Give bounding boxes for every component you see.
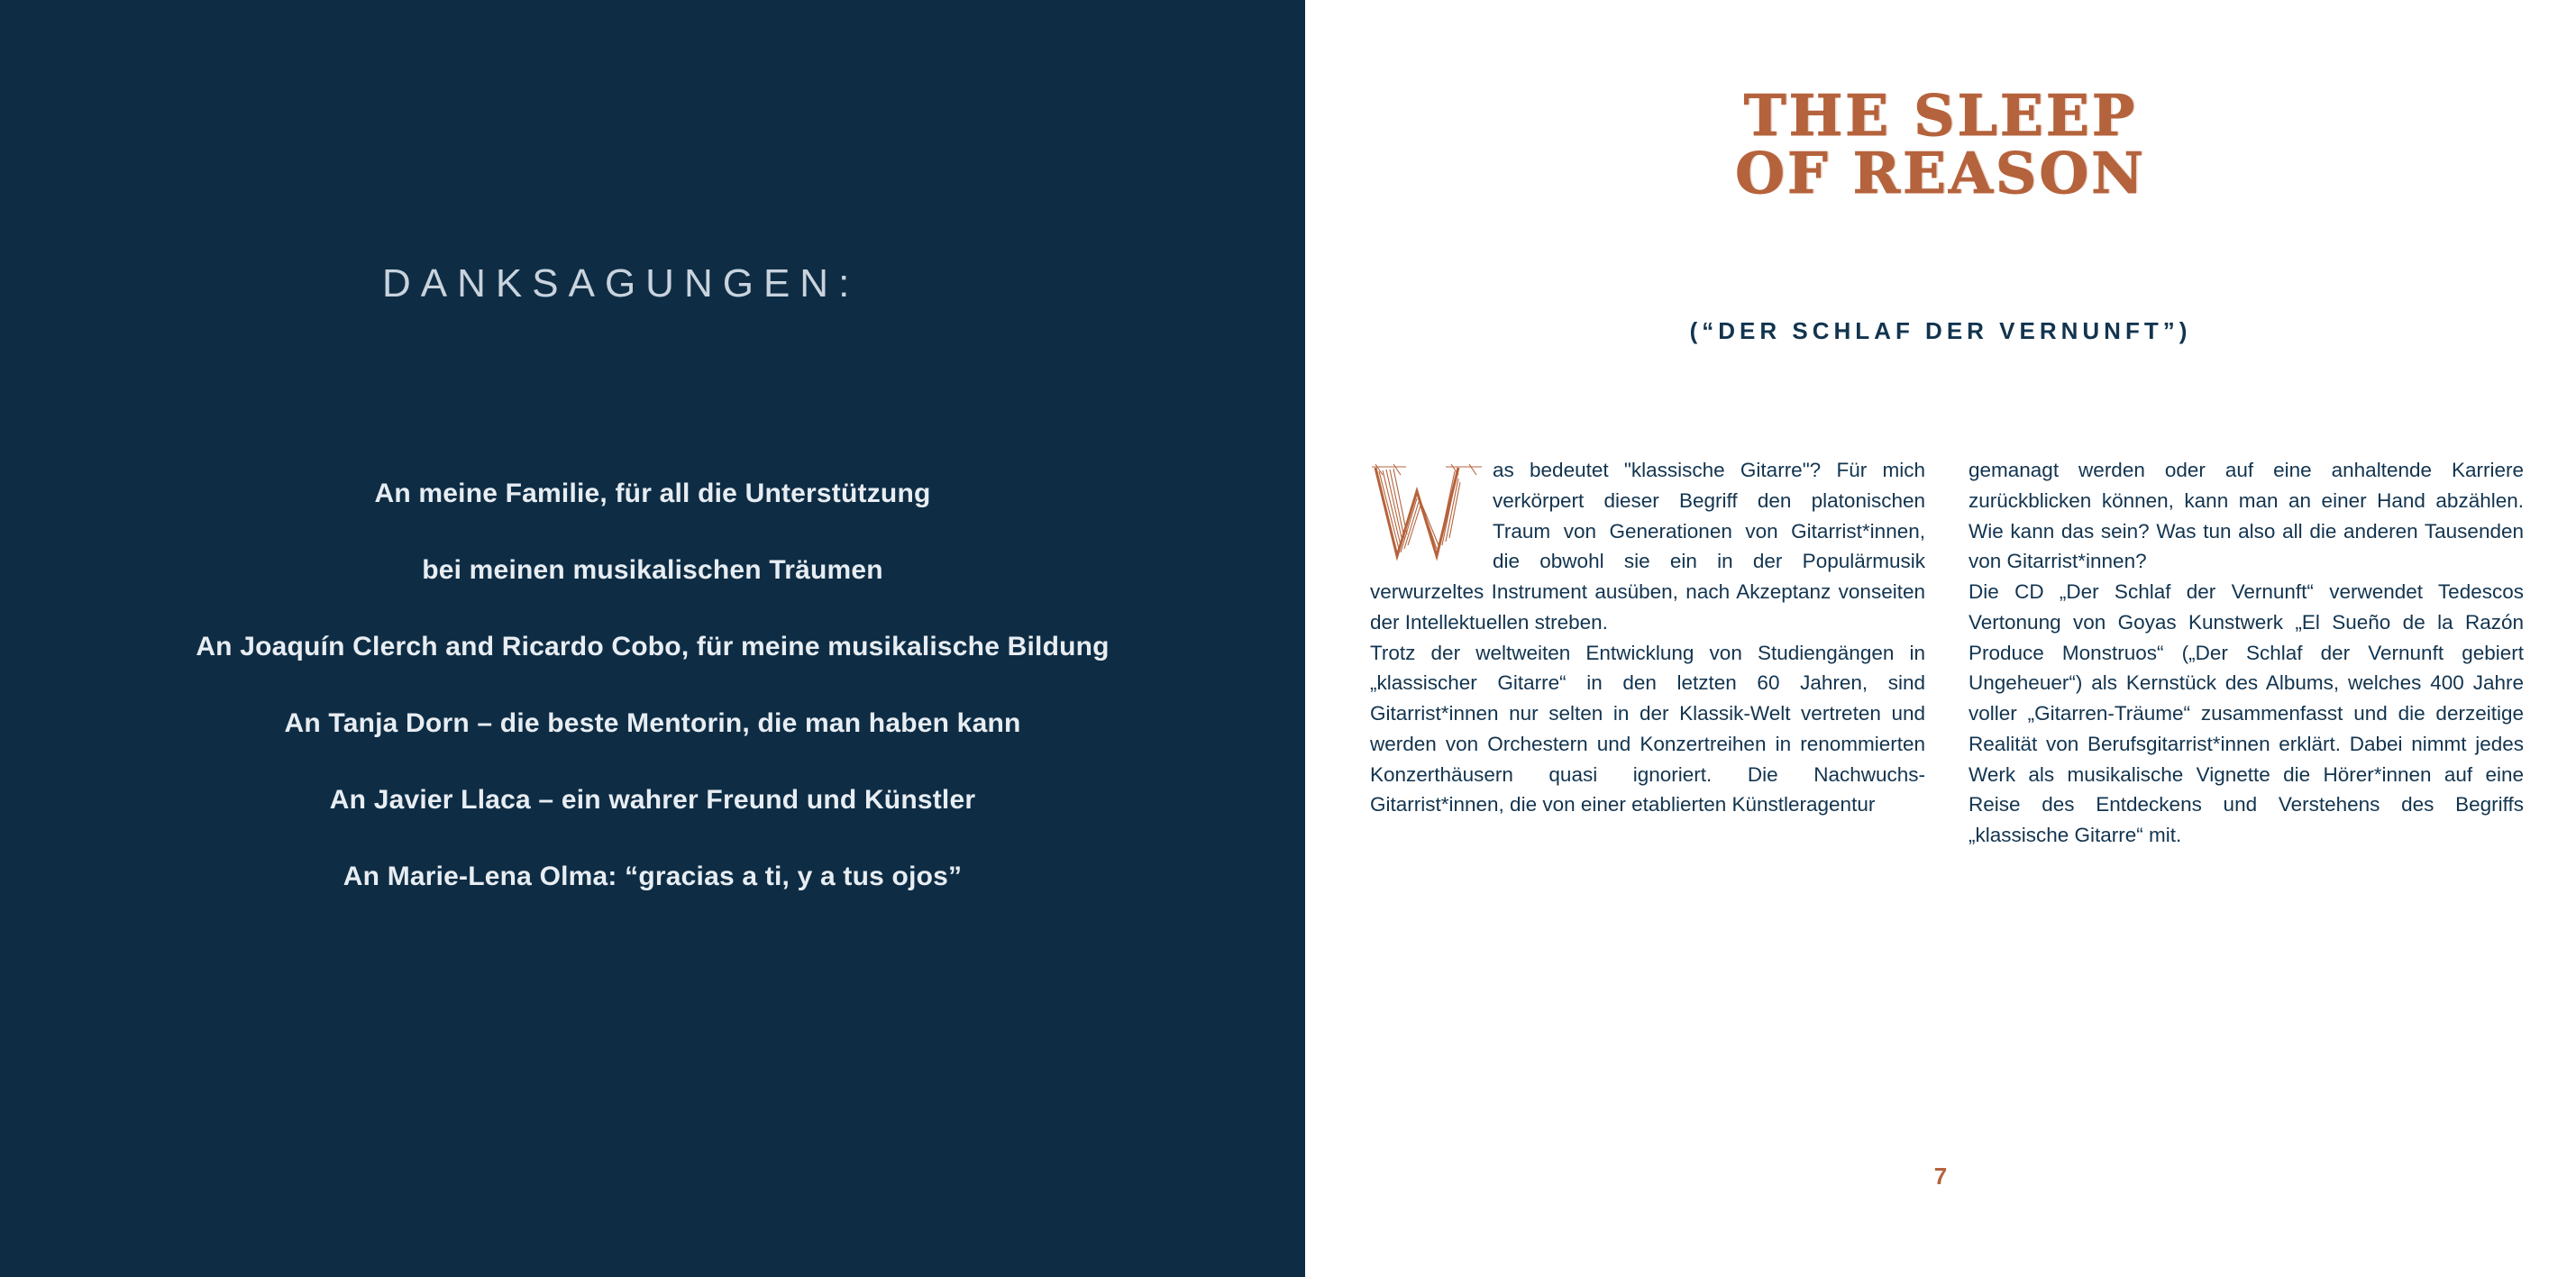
page-number: 7: [1933, 1163, 1948, 1190]
list-item: An Tanja Dorn – die beste Mentorin, die man haben kann: [284, 708, 1021, 738]
list-item: An Javier Llaca – ein wahrer Freund und Künstler: [329, 785, 976, 815]
paragraph-left-1: as bedeutet "klassische Gitarre"? Für mich verkörpert dieser Begriff den platonischen Traum von Generationen von Gitarrist*innen, die obwohl sie ein in der Populärmusik verwurzeltes Instrument ausüben, nach Akzeptanz vonseiten der Intellektuellen streben.: [1370, 459, 1925, 634]
page-subtitle: (“DER SCHLAF DER VERNUNFT”): [1689, 317, 2192, 344]
body-columns: [1370, 455, 2524, 851]
title-line-1: THE SLEEP: [1743, 82, 2138, 149]
acknowledgements-list: [0, 478, 1305, 937]
drop-cap-w-icon: [1370, 459, 1485, 567]
list-item: An Marie-Lena Olma: “gracias a ti, y a tus ojos”: [343, 862, 963, 891]
paragraph-left-2: Trotz der weltweiten Entwicklung von Studiengängen in „klassischer Gitarre“ in den letzten 60 Jahren, sind Gitarrist*innen nur selten in der Klassik-Welt vertreten und werden von Orchestern und Konzertreihen in renommierten Konzerthäusern quasi ignoriert. Die Nachwuchs-Gitarrist*innen, die von einer etablierten Künstleragentur: [1370, 641, 1925, 816]
list-item: An Joaquín Clerch and Ricardo Cobo, für meine musikalische Bildung: [196, 632, 1110, 661]
paragraph-right-1: gemanagt werden oder auf eine anhaltende Karriere zurückblicken können, kann man an einer Hand abzählen. Wie kann das sein? Was tun also all die anderen Tausenden von Gitarrist*innen?: [1969, 459, 2524, 573]
column-right: [1969, 455, 2524, 851]
list-item: bei meinen musikalischen Träumen: [422, 555, 883, 585]
column-left: [1370, 455, 1925, 851]
paragraph-right-2: Die CD „Der Schlaf der Vernunft“ verwendet Tedescos Vertonung von Goyas Kunstwerk „El Sueño de la Razón Produce Monstruos“ („Der Schlaf der Vernunft gebiert Ungeheuer“) als Kernstück des Albums, welches 400 Jahre voller „Gitarren-Träume“ zusammenfasst und die derzeitige Realität von Berufsgitarrist*innen erklärt. Dabei nimmt jedes Werk als musikalische Vignette die Hörer*innen auf eine Reise des Entdeckens und Verstehens des Begriffs „klassische Gitarre“ mit.: [1969, 580, 2524, 846]
title-line-2: OF REASON: [1735, 140, 2146, 207]
page-title: [1305, 82, 2576, 207]
right-page: [1305, 0, 2576, 1277]
acknowledgements-heading: DANKSAGUNGEN:: [382, 261, 860, 306]
list-item: An meine Familie, für all die Unterstützung: [374, 479, 931, 508]
